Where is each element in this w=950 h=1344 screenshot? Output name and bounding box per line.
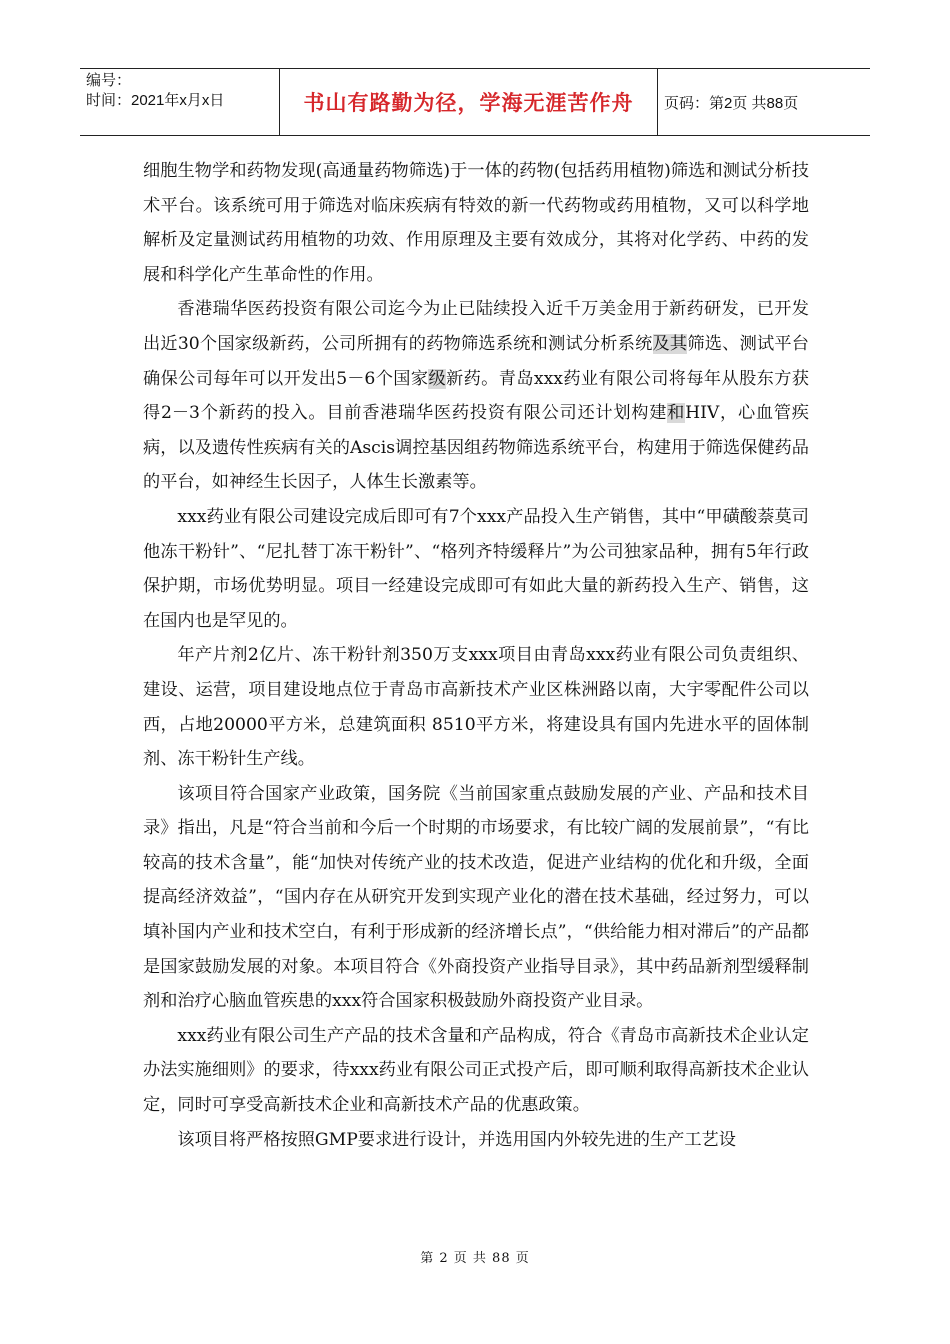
highlighted-text: 和 bbox=[667, 403, 686, 424]
body-paragraph bbox=[143, 638, 809, 776]
highlighted-text: 级 bbox=[428, 368, 447, 389]
header-meta bbox=[80, 69, 280, 135]
body-paragraph bbox=[143, 777, 809, 1019]
header-page-info: 页码：第2页 共88页 bbox=[664, 94, 799, 112]
highlighted-text: 及其 bbox=[652, 333, 688, 354]
paragraph-text: 细胞生物学和药物发现(高通量药物筛选)于一体的药物(包括药用植物)筛选和测试分析技术平台。该系统可用于筛选对临床疾病有特效的新一代药物或药用植物，又可以科学地解析及定量测试药用植物的功效、作用原理及主要有效成分，其将对化学药、中药的发展和科学化产生革命性的作用。 bbox=[143, 161, 809, 285]
paragraph-text: 该项目将严格按照GMP要求进行设计，并选用国内外较先进的生产工艺设 bbox=[177, 1129, 736, 1150]
paragraph-text: 新药。青岛xxx药业有限公司将每年从股东方获得2－3个新药的投入。目前香港瑞华医药投资有限公司还计划构建 bbox=[143, 368, 809, 424]
body-paragraph bbox=[143, 500, 809, 638]
document-body bbox=[143, 154, 809, 1157]
body-paragraph bbox=[143, 292, 809, 500]
body-paragraph bbox=[143, 1019, 809, 1123]
paragraph-text: xxx药业有限公司建设完成后即可有7个xxx产品投入生产销售，其中“甲磺酸萘莫司他冻干粉针”、“尼扎替丁冻干粉针”、“格列齐特缓释片”为公司独家品种，拥有5年行政保护期，市场优势明显。项目一经建设完成即可有如此大量的新药投入生产、销售，这在国内也是罕见的。 bbox=[143, 506, 809, 631]
paragraph-text: xxx药业有限公司生产产品的技术含量和产品构成，符合《青岛市高新技术企业认定办法实施细则》的要求，待xxx药业有限公司正式投产后，即可顺利取得高新技术企业认定，同时可享受高新技术企业和高新技术产品的优惠政策。 bbox=[143, 1025, 809, 1116]
document-header bbox=[80, 68, 870, 136]
paragraph-text: 筛选、测试平台确保公司每年可以开发出5－6个国家 bbox=[143, 333, 809, 389]
paragraph-text: 年产片剂2亿片、冻干粉针剂350万支xxx项目由青岛xxx药业有限公司负责组织、建设、运营，项目建设地点位于青岛市高新技术产业区株洲路以南，大宇零配件公司以西，占地20000平方米，总建筑面积 8510平方米，将建设具有国内先进水平的固体制剂、冻干粉针生产线。 bbox=[143, 645, 809, 770]
paragraph-text: 香港瑞华医药投资有限公司迄今为止已陆续投入近千万美金用于新药研发，已开发出近30个国家级新药，公司所拥有的药物筛选系统和测试分析系统 bbox=[143, 299, 809, 354]
page-footer: 第 2 页 共 88 页 bbox=[420, 1251, 530, 1266]
header-motto: 书山有路勤为径，学海无涯苦作舟 bbox=[280, 69, 658, 135]
paragraph-text: 该项目符合国家产业政策，国务院《当前国家重点鼓励发展的产业、产品和技术目录》指出，凡是“符合当前和今后一个时期的市场要求，有比较广阔的发展前景”，“有比较高的技术含量”，能“加快对传统产业的技术改造，促进产业结构的优化和升级，全面提高经济效益”，“国内存在从研究开发到实现产业化的潜在技术基础，经过努力，可以填补国内产业和技术空白，有利于形成新的经济增长点”，“供给能力相对滞后”的产品都是国家鼓励发展的对象。本项目符合《外商投资产业指导目录》，其中药品新剂型缓释制剂和治疗心脑血管疾患的xxx符合国家积极鼓励外商投资产业目录。 bbox=[143, 783, 809, 1012]
body-paragraph bbox=[143, 154, 809, 292]
code-label: 编号： bbox=[86, 72, 132, 89]
date-label: 时间：2021年x月x日 bbox=[86, 92, 225, 109]
paragraph-text: HIV，心血管疾病，以及遗传性疾病有关的Ascis调控基因组药物筛选系统平台，构建用于筛选保健药品的平台，如神经生长因子，人体生长激素等。 bbox=[143, 403, 809, 493]
body-paragraph bbox=[143, 1123, 809, 1158]
